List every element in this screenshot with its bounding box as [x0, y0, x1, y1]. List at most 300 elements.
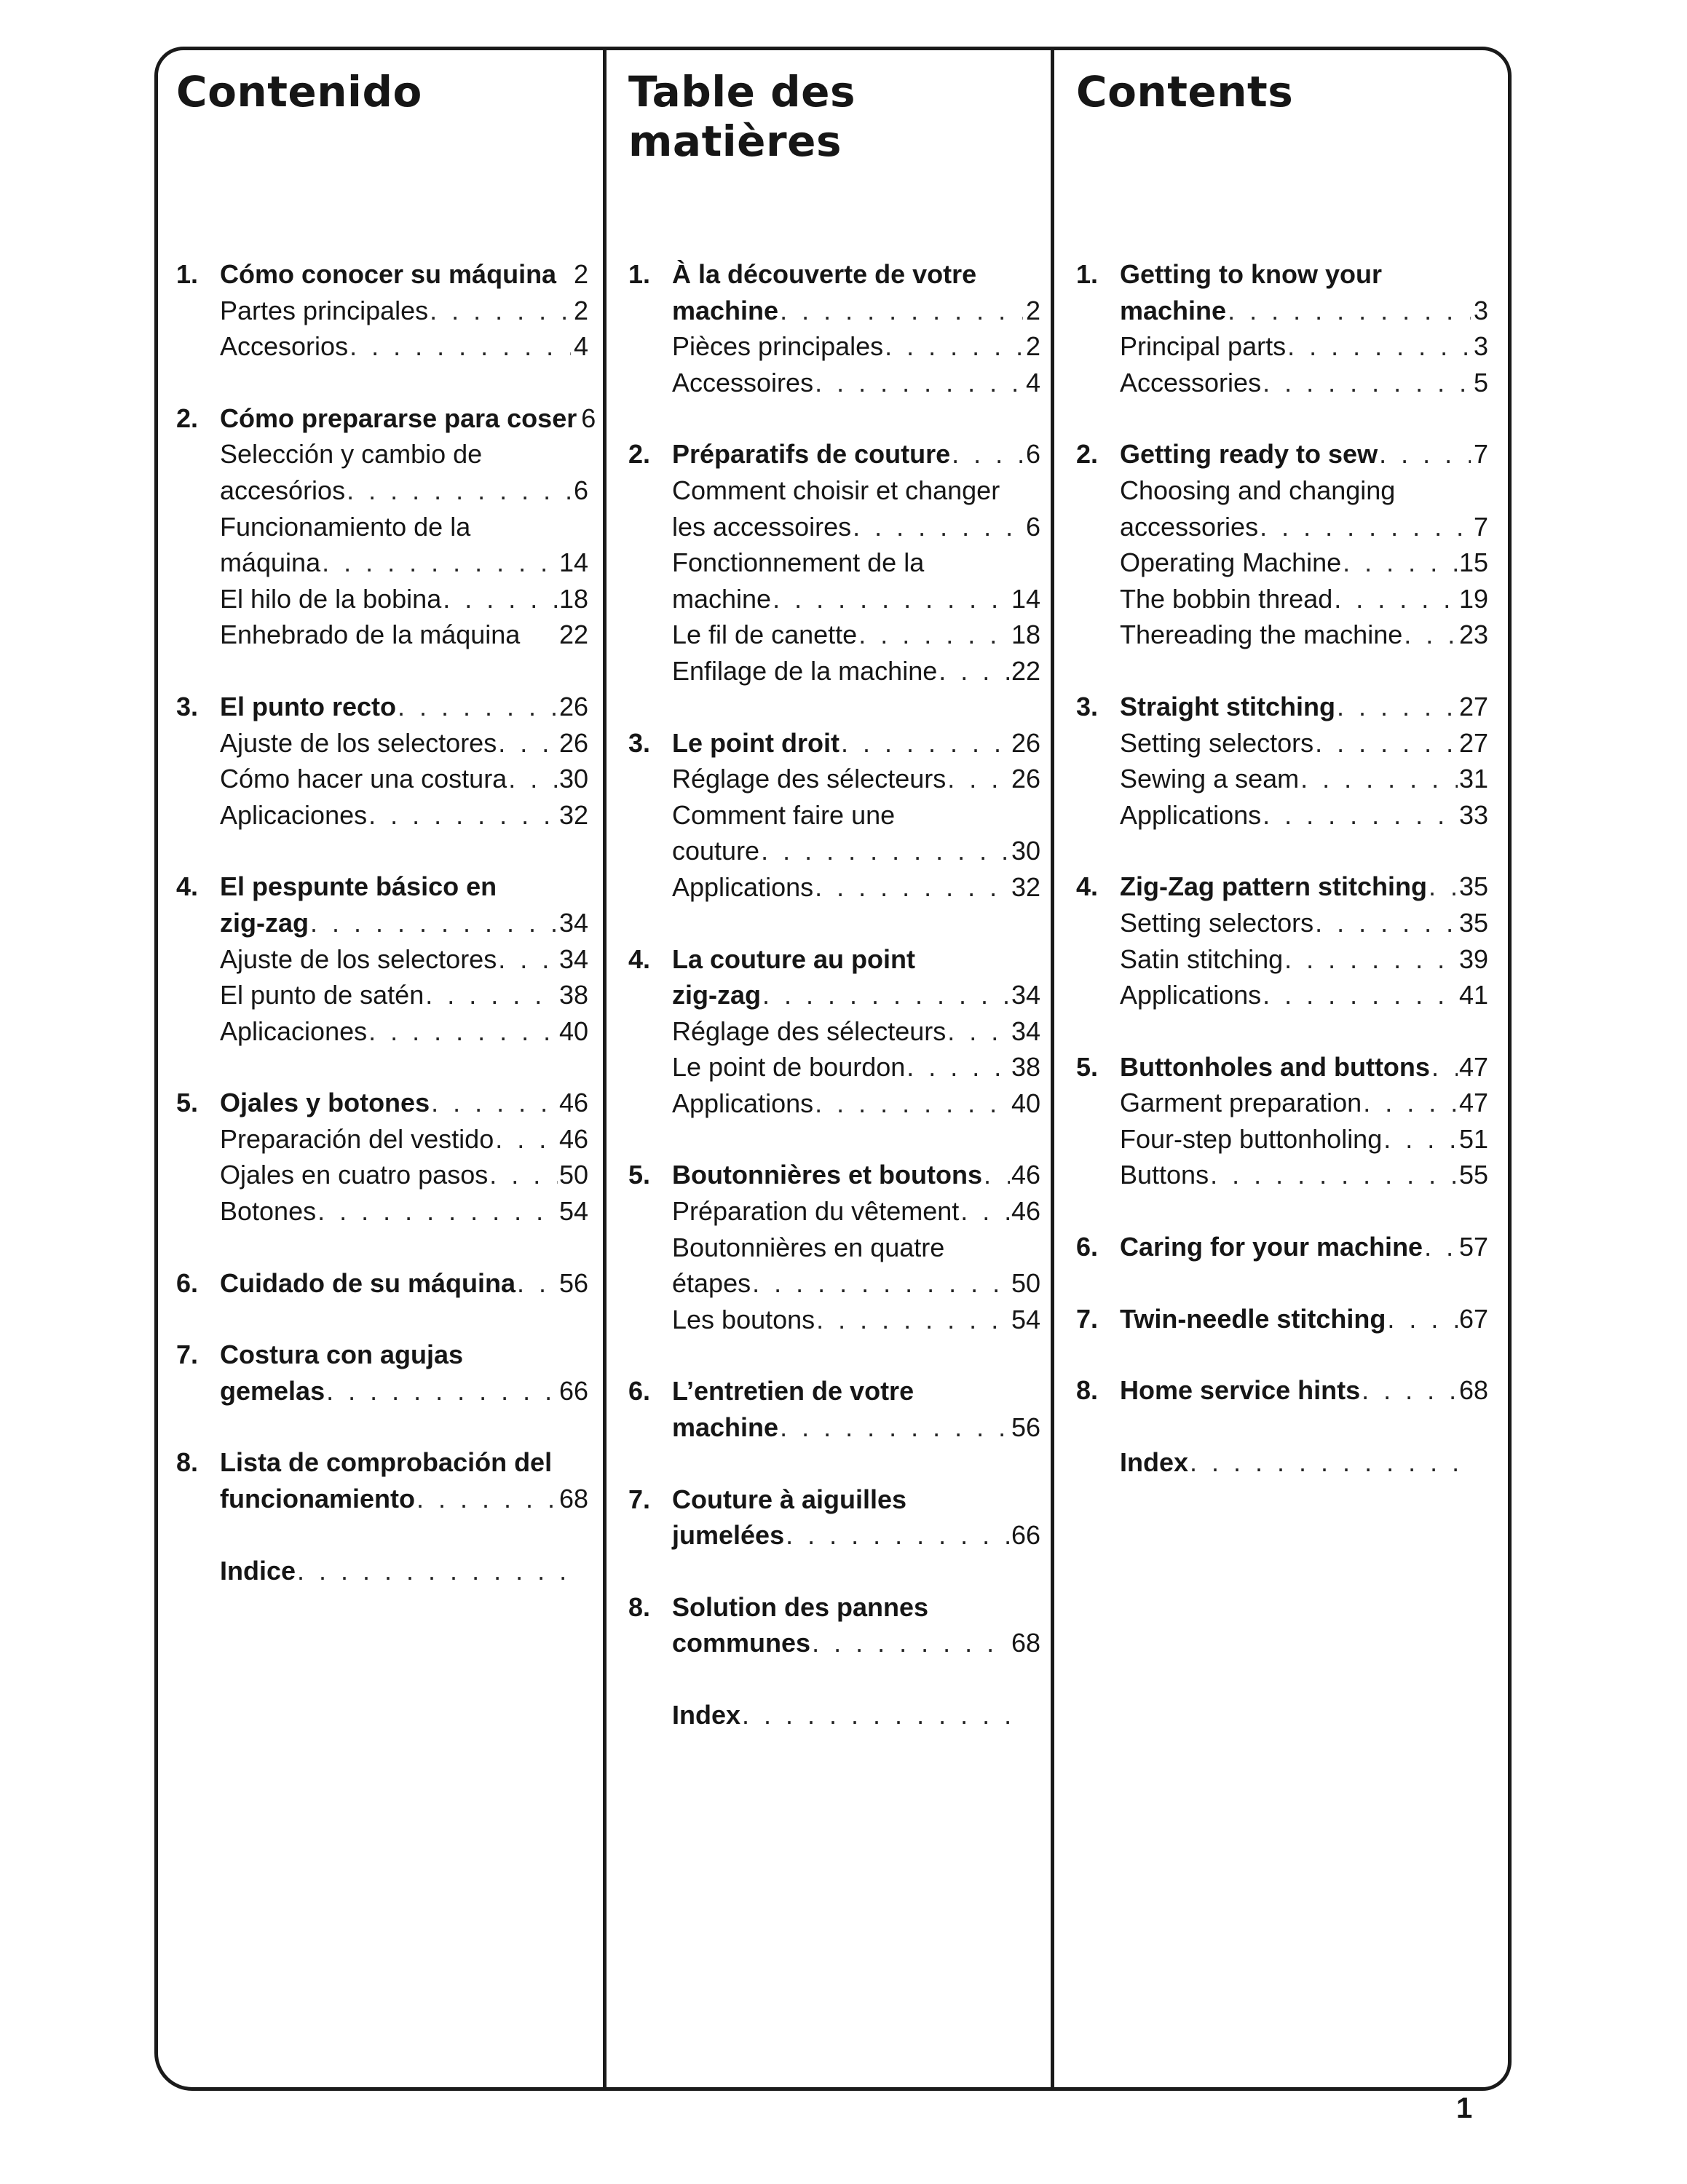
entry-line [1120, 581, 1488, 617]
entry-title: machine [672, 583, 772, 614]
dot-leader [1337, 689, 1458, 725]
toc-entry [607, 436, 1058, 472]
entry-line [1120, 545, 1488, 581]
entry-title: Pièces principales [672, 331, 884, 362]
entry-page: 68 [1011, 1628, 1040, 1658]
toc-section [607, 436, 1058, 689]
toc-entry [154, 725, 606, 761]
entry-title: accessories [1120, 511, 1259, 542]
entry-line [220, 1013, 588, 1050]
entry-line [1120, 293, 1488, 329]
entry-line [220, 256, 588, 293]
toc-entry [607, 869, 1058, 906]
entry-line [672, 472, 1040, 509]
entry-page: 6 [1025, 439, 1040, 470]
entry-page: 26 [1011, 727, 1040, 758]
entry-title: Applications [1120, 980, 1262, 1010]
entry-line [672, 869, 1040, 906]
entry-title: accesórios [220, 475, 346, 505]
toc-entry [1054, 977, 1506, 1013]
entry-page: 67 [1458, 1303, 1488, 1334]
section-number: 3. [176, 691, 199, 721]
entry-line [220, 545, 588, 581]
dot-leader [853, 509, 1023, 545]
dot-leader [498, 941, 558, 978]
entry-line [1120, 617, 1488, 653]
entry-title: Setting selectors [1120, 907, 1314, 938]
entry-title: Twin-needle stitching [1120, 1303, 1386, 1334]
entry-title: gemelas [220, 1375, 325, 1406]
column-title: Table des matières [628, 67, 856, 166]
dot-leader [1260, 509, 1471, 545]
dot-leader [815, 1085, 1010, 1122]
entry-title: Le point de bourdon [672, 1052, 906, 1083]
toc-entry [607, 365, 1058, 401]
entry-line [220, 977, 588, 1013]
entry-line [1120, 256, 1488, 293]
entry-page: 66 [558, 1375, 588, 1406]
entry-page: 40 [558, 1016, 588, 1046]
entry-line [1120, 905, 1488, 941]
toc-entry [1054, 293, 1506, 329]
entry-title: Cómo hacer una costura [220, 764, 507, 794]
entry-line [1120, 1049, 1488, 1085]
toc-entry [607, 256, 1058, 293]
toc-entry [1054, 1444, 1506, 1481]
entry-page: 38 [1011, 1052, 1040, 1083]
entry-title: Operating Machine [1120, 547, 1342, 578]
entry-line [672, 1697, 1040, 1733]
entry-line [220, 905, 588, 941]
section-number: 6. [176, 1267, 199, 1298]
entry-title: zig-zag [220, 907, 309, 938]
entry-line [1120, 761, 1488, 797]
entry-line [672, 797, 1040, 834]
toc-entry [607, 1049, 1058, 1085]
entry-line [220, 509, 588, 545]
dot-leader [858, 617, 1010, 653]
toc-entry [154, 1265, 606, 1302]
toc-entry [154, 1157, 606, 1193]
entry-title: Selección y cambio de [220, 439, 483, 470]
toc-section [1054, 1301, 1506, 1337]
dot-leader [939, 653, 1010, 689]
toc-entry [607, 1230, 1058, 1266]
entry-page: 14 [558, 547, 588, 578]
entry-title: Index [1120, 1447, 1189, 1477]
toc-section [154, 1265, 606, 1302]
toc-entry [154, 797, 606, 834]
entry-page: 6 [581, 403, 596, 433]
entry-title: Getting to know your [1120, 259, 1382, 289]
toc-entry [154, 509, 606, 545]
dot-leader [517, 1265, 558, 1302]
toc-entry [154, 1337, 606, 1373]
toc-entry [1054, 725, 1506, 761]
entry-page: 27 [1458, 727, 1488, 758]
entry-title: El punto recto [220, 691, 396, 721]
entry-line [672, 1481, 1040, 1518]
dot-leader [1287, 328, 1471, 365]
entry-line [220, 689, 588, 725]
entry-line [672, 293, 1040, 329]
entry-title: funcionamiento [220, 1484, 415, 1514]
toc-section [1054, 1049, 1506, 1193]
entry-page: 32 [558, 799, 588, 830]
toc-entry [607, 545, 1058, 581]
entry-page: 2 [573, 259, 588, 289]
toc-section [1054, 869, 1506, 1013]
dot-leader [815, 365, 1023, 401]
section-number: 2. [1076, 439, 1099, 470]
entry-page: 39 [1458, 943, 1488, 974]
toc-entry [607, 725, 1058, 761]
dot-leader [1210, 1157, 1458, 1193]
toc-entry [607, 1589, 1058, 1626]
dot-leader [1379, 436, 1471, 472]
toc-section [154, 1444, 606, 1516]
entry-line [1120, 1229, 1488, 1265]
entry-page: 6 [573, 475, 588, 505]
section-number: 4. [628, 943, 651, 974]
entry-title: Buttons [1120, 1160, 1209, 1190]
toc-section [607, 1589, 1058, 1661]
toc-entry [607, 797, 1058, 834]
entry-title: couture [672, 836, 760, 866]
section-number: 2. [628, 439, 651, 470]
toc-entry [1054, 545, 1506, 581]
section-number: 8. [628, 1591, 651, 1622]
entry-line [220, 1193, 588, 1230]
entry-title: Cuidado de su máquina [220, 1267, 516, 1298]
entry-page: 34 [558, 907, 588, 938]
entry-line [672, 509, 1040, 545]
dot-leader [430, 293, 571, 329]
toc-entry [154, 293, 606, 329]
toc-entry [1054, 1049, 1506, 1085]
entry-line [1120, 689, 1488, 725]
entry-page: 27 [1458, 691, 1488, 721]
toc-entry [607, 1481, 1058, 1518]
toc-entry [154, 1085, 606, 1121]
entry-page: 5 [1473, 367, 1488, 397]
section-number: 7. [176, 1340, 199, 1370]
entry-title: El pespunte básico en [220, 871, 497, 902]
entry-title: Couture à aiguilles [672, 1484, 907, 1514]
entry-page: 34 [558, 943, 588, 974]
entry-page: 50 [1011, 1268, 1040, 1299]
entry-title: Le point droit [672, 727, 839, 758]
entry-title: Funcionamiento de la [220, 511, 471, 542]
column-title: Contents [1076, 67, 1294, 116]
toc-section [607, 1157, 1058, 1337]
entry-page: 26 [558, 727, 588, 758]
toc-entry [154, 472, 606, 509]
section-number: 6. [628, 1376, 651, 1406]
entry-line [672, 761, 1040, 797]
entry-title: Costura con agujas [220, 1340, 464, 1370]
toc-section [1054, 689, 1506, 833]
entry-line [220, 941, 588, 978]
toc-entry [1054, 581, 1506, 617]
entry-page: 2 [573, 295, 588, 325]
entry-line [1120, 328, 1488, 365]
entry-page: 68 [1458, 1375, 1488, 1406]
toc-list [1054, 256, 1506, 1516]
entry-title: Partes principales [220, 295, 429, 325]
entry-page: 22 [1011, 655, 1040, 686]
entry-title: Lista de comprobación del [220, 1447, 553, 1478]
entry-title: les accessoires [672, 511, 852, 542]
entry-line [1120, 977, 1488, 1013]
dot-leader [762, 977, 1010, 1013]
entry-title: Caring for your machine [1120, 1232, 1423, 1262]
entry-title: Applications [1120, 799, 1262, 830]
section-number: 5. [176, 1088, 199, 1118]
toc-section [154, 689, 606, 833]
entry-title: Fonctionnement de la [672, 547, 925, 578]
entry-line [220, 869, 588, 905]
toc-entry [607, 328, 1058, 365]
entry-page: 32 [1011, 871, 1040, 902]
entry-title: Getting ready to sew [1120, 439, 1378, 470]
entry-line [672, 545, 1040, 581]
entry-page: 56 [1011, 1412, 1040, 1443]
entry-line [672, 1589, 1040, 1626]
entry-title: Préparation du vêtement [672, 1196, 960, 1227]
dot-leader [1404, 617, 1458, 653]
entry-page: 54 [558, 1196, 588, 1227]
toc-section [154, 1085, 606, 1229]
toc-entry [154, 436, 606, 472]
entry-title: jumelées [672, 1520, 785, 1551]
toc-entry [607, 1193, 1058, 1230]
section-number: 6. [1076, 1232, 1099, 1262]
dot-leader [1284, 941, 1458, 978]
dot-leader [1228, 293, 1471, 329]
entry-title: L’entretien de votre [672, 1376, 914, 1406]
dot-leader [508, 761, 558, 797]
entry-page: 51 [1458, 1123, 1488, 1154]
entry-title: Ojales y botones [220, 1088, 430, 1118]
dot-leader [368, 797, 558, 834]
entry-page: 18 [1011, 620, 1040, 650]
entry-line [1120, 725, 1488, 761]
toc-entry [1054, 365, 1506, 401]
entry-line [672, 1517, 1040, 1554]
entry-line [1120, 1301, 1488, 1337]
entry-line [220, 797, 588, 834]
entry-page: 19 [1458, 583, 1488, 614]
dot-leader [984, 1157, 1010, 1193]
entry-line [672, 617, 1040, 653]
entry-title: machine [1120, 295, 1227, 325]
toc-list [607, 256, 1058, 1769]
toc-entry [1054, 472, 1506, 509]
toc-entry [1054, 869, 1506, 905]
toc-entry [607, 1625, 1058, 1661]
entry-page: 2 [1025, 295, 1040, 325]
toc-section [607, 1481, 1058, 1554]
toc-entry [1054, 1301, 1506, 1337]
entry-title: Réglage des sélecteurs [672, 1016, 947, 1046]
toc-entry [154, 328, 606, 365]
dot-leader [885, 328, 1023, 365]
section-number: 7. [628, 1484, 651, 1514]
entry-line [220, 1373, 588, 1409]
toc-entry [154, 400, 606, 437]
toc-entry [607, 1697, 1058, 1733]
dot-leader [1263, 365, 1471, 401]
entry-line [1120, 436, 1488, 472]
section-number: 5. [1076, 1051, 1099, 1082]
entry-page: 50 [558, 1160, 588, 1190]
entry-line [1120, 1121, 1488, 1158]
dot-leader [1429, 869, 1458, 905]
section-number: 4. [176, 871, 199, 902]
entry-page: 47 [1458, 1088, 1488, 1118]
entry-page: 26 [1011, 764, 1040, 794]
entry-title: Boutonnières en quatre [672, 1232, 945, 1262]
toc-entry [1054, 617, 1506, 653]
entry-page: 23 [1458, 620, 1488, 650]
entry-title: machine [672, 1412, 779, 1443]
dot-leader [773, 581, 1010, 617]
toc-entry [154, 1013, 606, 1050]
toc-section [154, 256, 606, 365]
entry-title: zig-zag [672, 980, 761, 1010]
dot-leader [947, 1013, 1010, 1050]
entry-page: 15 [1458, 547, 1488, 578]
toc-entry [1054, 256, 1506, 293]
toc-entry [607, 977, 1058, 1013]
entry-line [672, 653, 1040, 689]
entry-title: El punto de satén [220, 980, 424, 1010]
dot-leader [1431, 1049, 1458, 1085]
entry-title: Accessories [1120, 367, 1262, 397]
dot-leader [742, 1697, 1023, 1733]
dot-leader [906, 1049, 1010, 1085]
entry-line [220, 617, 588, 653]
dot-leader [349, 328, 571, 365]
entry-title: Réglage des sélecteurs [672, 764, 947, 794]
entry-line [1120, 1372, 1488, 1409]
entry-page: 18 [558, 583, 588, 614]
toc-section [1054, 436, 1506, 653]
entry-line [1120, 472, 1488, 509]
entry-page: 4 [573, 331, 588, 362]
entry-page: 26 [558, 691, 588, 721]
entry-title: Enhebrado de la máquina [220, 620, 521, 650]
entry-line [220, 1157, 588, 1193]
entry-title: Home service hints [1120, 1375, 1361, 1406]
dot-leader [310, 905, 558, 941]
entry-title: Preparación del vestido [220, 1123, 494, 1154]
entry-page: 38 [558, 980, 588, 1010]
toc-entry [154, 581, 606, 617]
toc-section [154, 1337, 606, 1409]
entry-title: Zig-Zag pattern stitching [1120, 871, 1427, 902]
toc-entry [154, 1121, 606, 1158]
section-number: 7. [1076, 1303, 1099, 1334]
entry-title: communes [672, 1628, 811, 1658]
toc-entry [1054, 797, 1506, 834]
section-number: 3. [1076, 691, 1099, 721]
entry-line [220, 472, 588, 509]
entry-line [672, 1157, 1040, 1193]
entry-line [672, 1230, 1040, 1266]
toc-list [154, 256, 606, 1624]
entry-line [220, 1085, 588, 1121]
toc-section [154, 1553, 606, 1589]
toc-section [1054, 256, 1506, 400]
entry-page: 41 [1458, 980, 1488, 1010]
entry-title: Setting selectors [1120, 727, 1314, 758]
entry-line [672, 977, 1040, 1013]
dot-leader [297, 1553, 571, 1589]
toc-entry [607, 1013, 1058, 1050]
entry-page: 4 [1025, 367, 1040, 397]
dot-leader [947, 761, 1010, 797]
toc-section [607, 941, 1058, 1122]
dot-leader [841, 725, 1010, 761]
entry-line [672, 941, 1040, 978]
section-number: 1. [628, 259, 651, 289]
toc-entry [607, 833, 1058, 869]
dot-leader [812, 1625, 1010, 1661]
entry-title: Thereading the machine [1120, 620, 1403, 650]
toc-entry [154, 1444, 606, 1481]
toc-entry [607, 617, 1058, 653]
entry-line [220, 1553, 588, 1589]
entry-line [220, 328, 588, 365]
entry-line [1120, 869, 1488, 905]
entry-title: Accessoires [672, 367, 814, 397]
section-number: 3. [628, 727, 651, 758]
toc-section [607, 1373, 1058, 1445]
toc-entry [154, 941, 606, 978]
entry-title: Applications [672, 871, 814, 902]
entry-title: Principal parts [1120, 331, 1287, 362]
entry-line [1120, 941, 1488, 978]
entry-page: 34 [1011, 980, 1040, 1010]
entry-page: 35 [1458, 907, 1488, 938]
toc-entry [607, 509, 1058, 545]
entry-page: 47 [1458, 1051, 1488, 1082]
entry-page: 30 [1011, 836, 1040, 866]
toc-entry [154, 689, 606, 725]
dot-leader [416, 1481, 558, 1517]
entry-line [1120, 797, 1488, 834]
entry-line [220, 293, 588, 329]
toc-entry [154, 1373, 606, 1409]
entry-line [220, 436, 588, 472]
entry-line [672, 436, 1040, 472]
entry-page: 3 [1473, 331, 1488, 362]
entry-title: La couture au point [672, 943, 916, 974]
dot-leader [489, 1157, 558, 1193]
section-number: 8. [176, 1447, 199, 1478]
entry-line [672, 1409, 1040, 1446]
dot-leader [786, 1517, 1010, 1554]
toc-section [1054, 1229, 1506, 1265]
dot-leader [815, 869, 1010, 906]
entry-title: Choosing and changing [1120, 475, 1396, 505]
entry-line [672, 365, 1040, 401]
toc-entry [607, 472, 1058, 509]
entry-title: Boutonnières et boutons [672, 1160, 982, 1190]
entry-line [220, 761, 588, 797]
